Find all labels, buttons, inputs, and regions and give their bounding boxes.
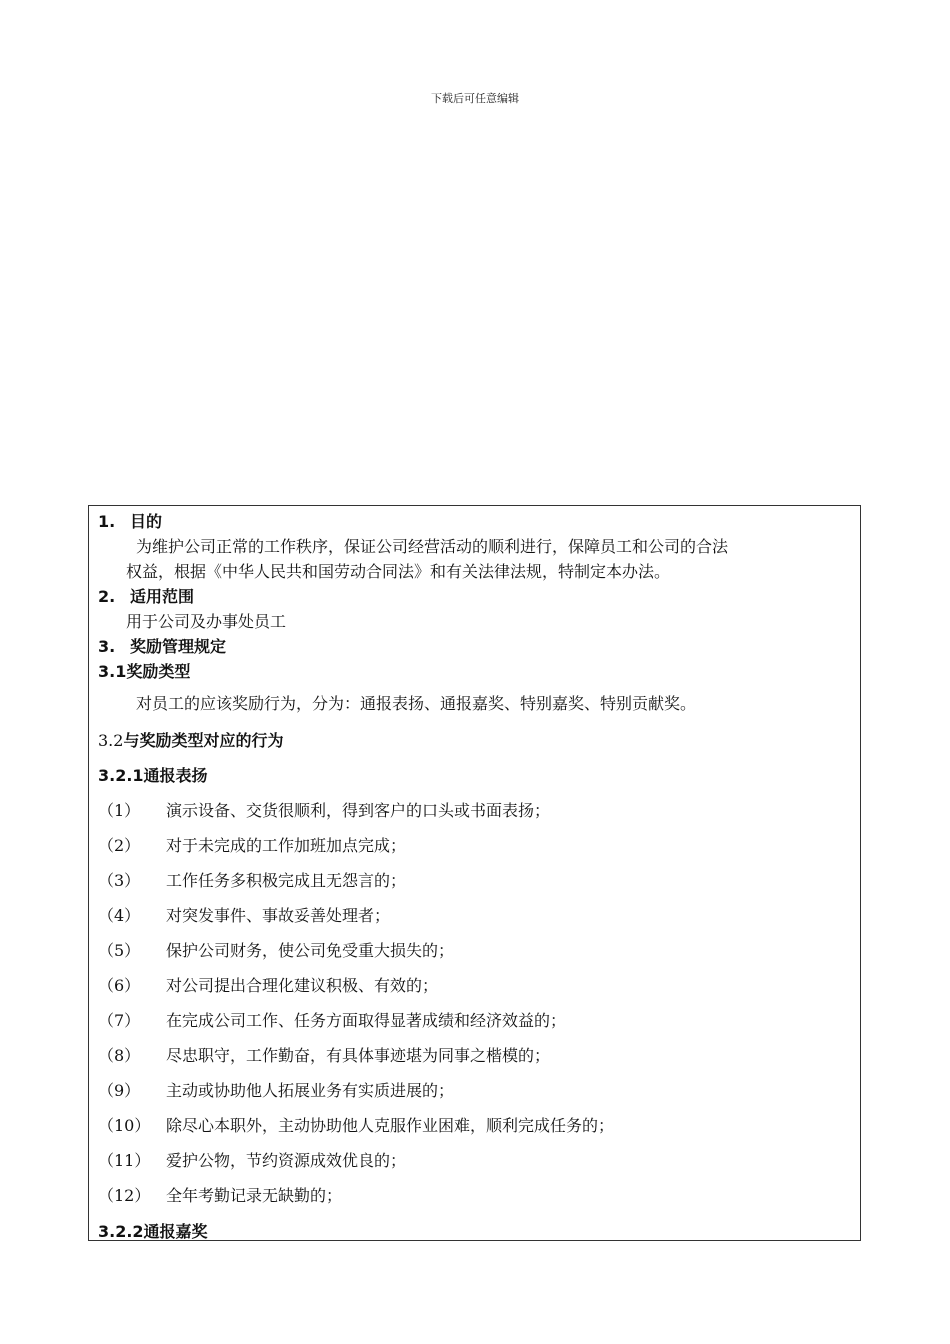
list-item-text: 工作任务多积极完成且无怨言的； [166,871,407,890]
list-item-text: 主动或协助他人拓展业务有实质进展的； [166,1081,455,1100]
list-item-number: （4） [98,906,141,925]
section-1-body-line-2: 权益，根据《中华人民共和国劳动合同法》和有关法律法规，特制定本办法。 [126,562,671,581]
list-item-text: 爱护公物，节约资源成效优良的； [166,1151,407,1170]
list-item-text: 对突发事件、事故妥善处理者； [166,906,391,925]
list-item-number: （11） [98,1151,151,1170]
list-item-number: （10） [98,1116,151,1135]
section-3-1-body: 对员工的应该奖励行为，分为：通报表扬、通报嘉奖、特别嘉奖、特别贡献奖。 [136,694,697,713]
section-3-heading: 3. 奖励管理规定 [98,637,227,656]
list-item-number: （3） [98,871,141,890]
section-2-body: 用于公司及办事处员工 [126,612,287,631]
list-item-number: （5） [98,941,141,960]
list-item-text: 全年考勤记录无缺勤的； [166,1186,343,1205]
header-note: 下载后可任意编辑 [431,92,519,105]
list-item-number: （6） [98,976,141,995]
list-item-text: 对公司提出合理化建议积极、有效的； [166,976,439,995]
document-table [88,505,861,1241]
list-item-number: （2） [98,836,141,855]
list-item-text: 演示设备、交货很顺利，得到客户的口头或书面表扬； [166,801,551,820]
section-1-heading: 1. 目的 [98,512,163,531]
section-1-body-line-1: 为维护公司正常的工作秩序，保证公司经营活动的顺利进行，保障员工和公司的合法 [136,537,729,556]
list-item-number: （1） [98,801,141,820]
section-3-1-heading: 3.1奖励类型 [98,662,191,681]
list-item-text: 除尽心本职外，主动协助他人克服作业困难，顺利完成任务的； [166,1116,615,1135]
section-3-2-1-heading: 3.2.1通报表扬 [98,766,208,785]
list-item-text: 保护公司财务，使公司免受重大损失的； [166,941,455,960]
section-3-2-2-heading: 3.2.2通报嘉奖 [98,1222,208,1241]
list-item-number: （9） [98,1081,141,1100]
section-2-heading: 2. 适用范围 [98,587,195,606]
list-item-text: 尽忠职守，工作勤奋，有具体事迹堪为同事之楷模的； [166,1046,551,1065]
list-item-number: （7） [98,1011,141,1030]
section-3-2-heading: 3.2与奖励类型对应的行为 [98,731,284,750]
list-item-text: 对于未完成的工作加班加点完成； [166,836,407,855]
list-item-text: 在完成公司工作、任务方面取得显著成绩和经济效益的； [166,1011,567,1030]
list-item-number: （8） [98,1046,141,1065]
list-item-number: （12） [98,1186,151,1205]
